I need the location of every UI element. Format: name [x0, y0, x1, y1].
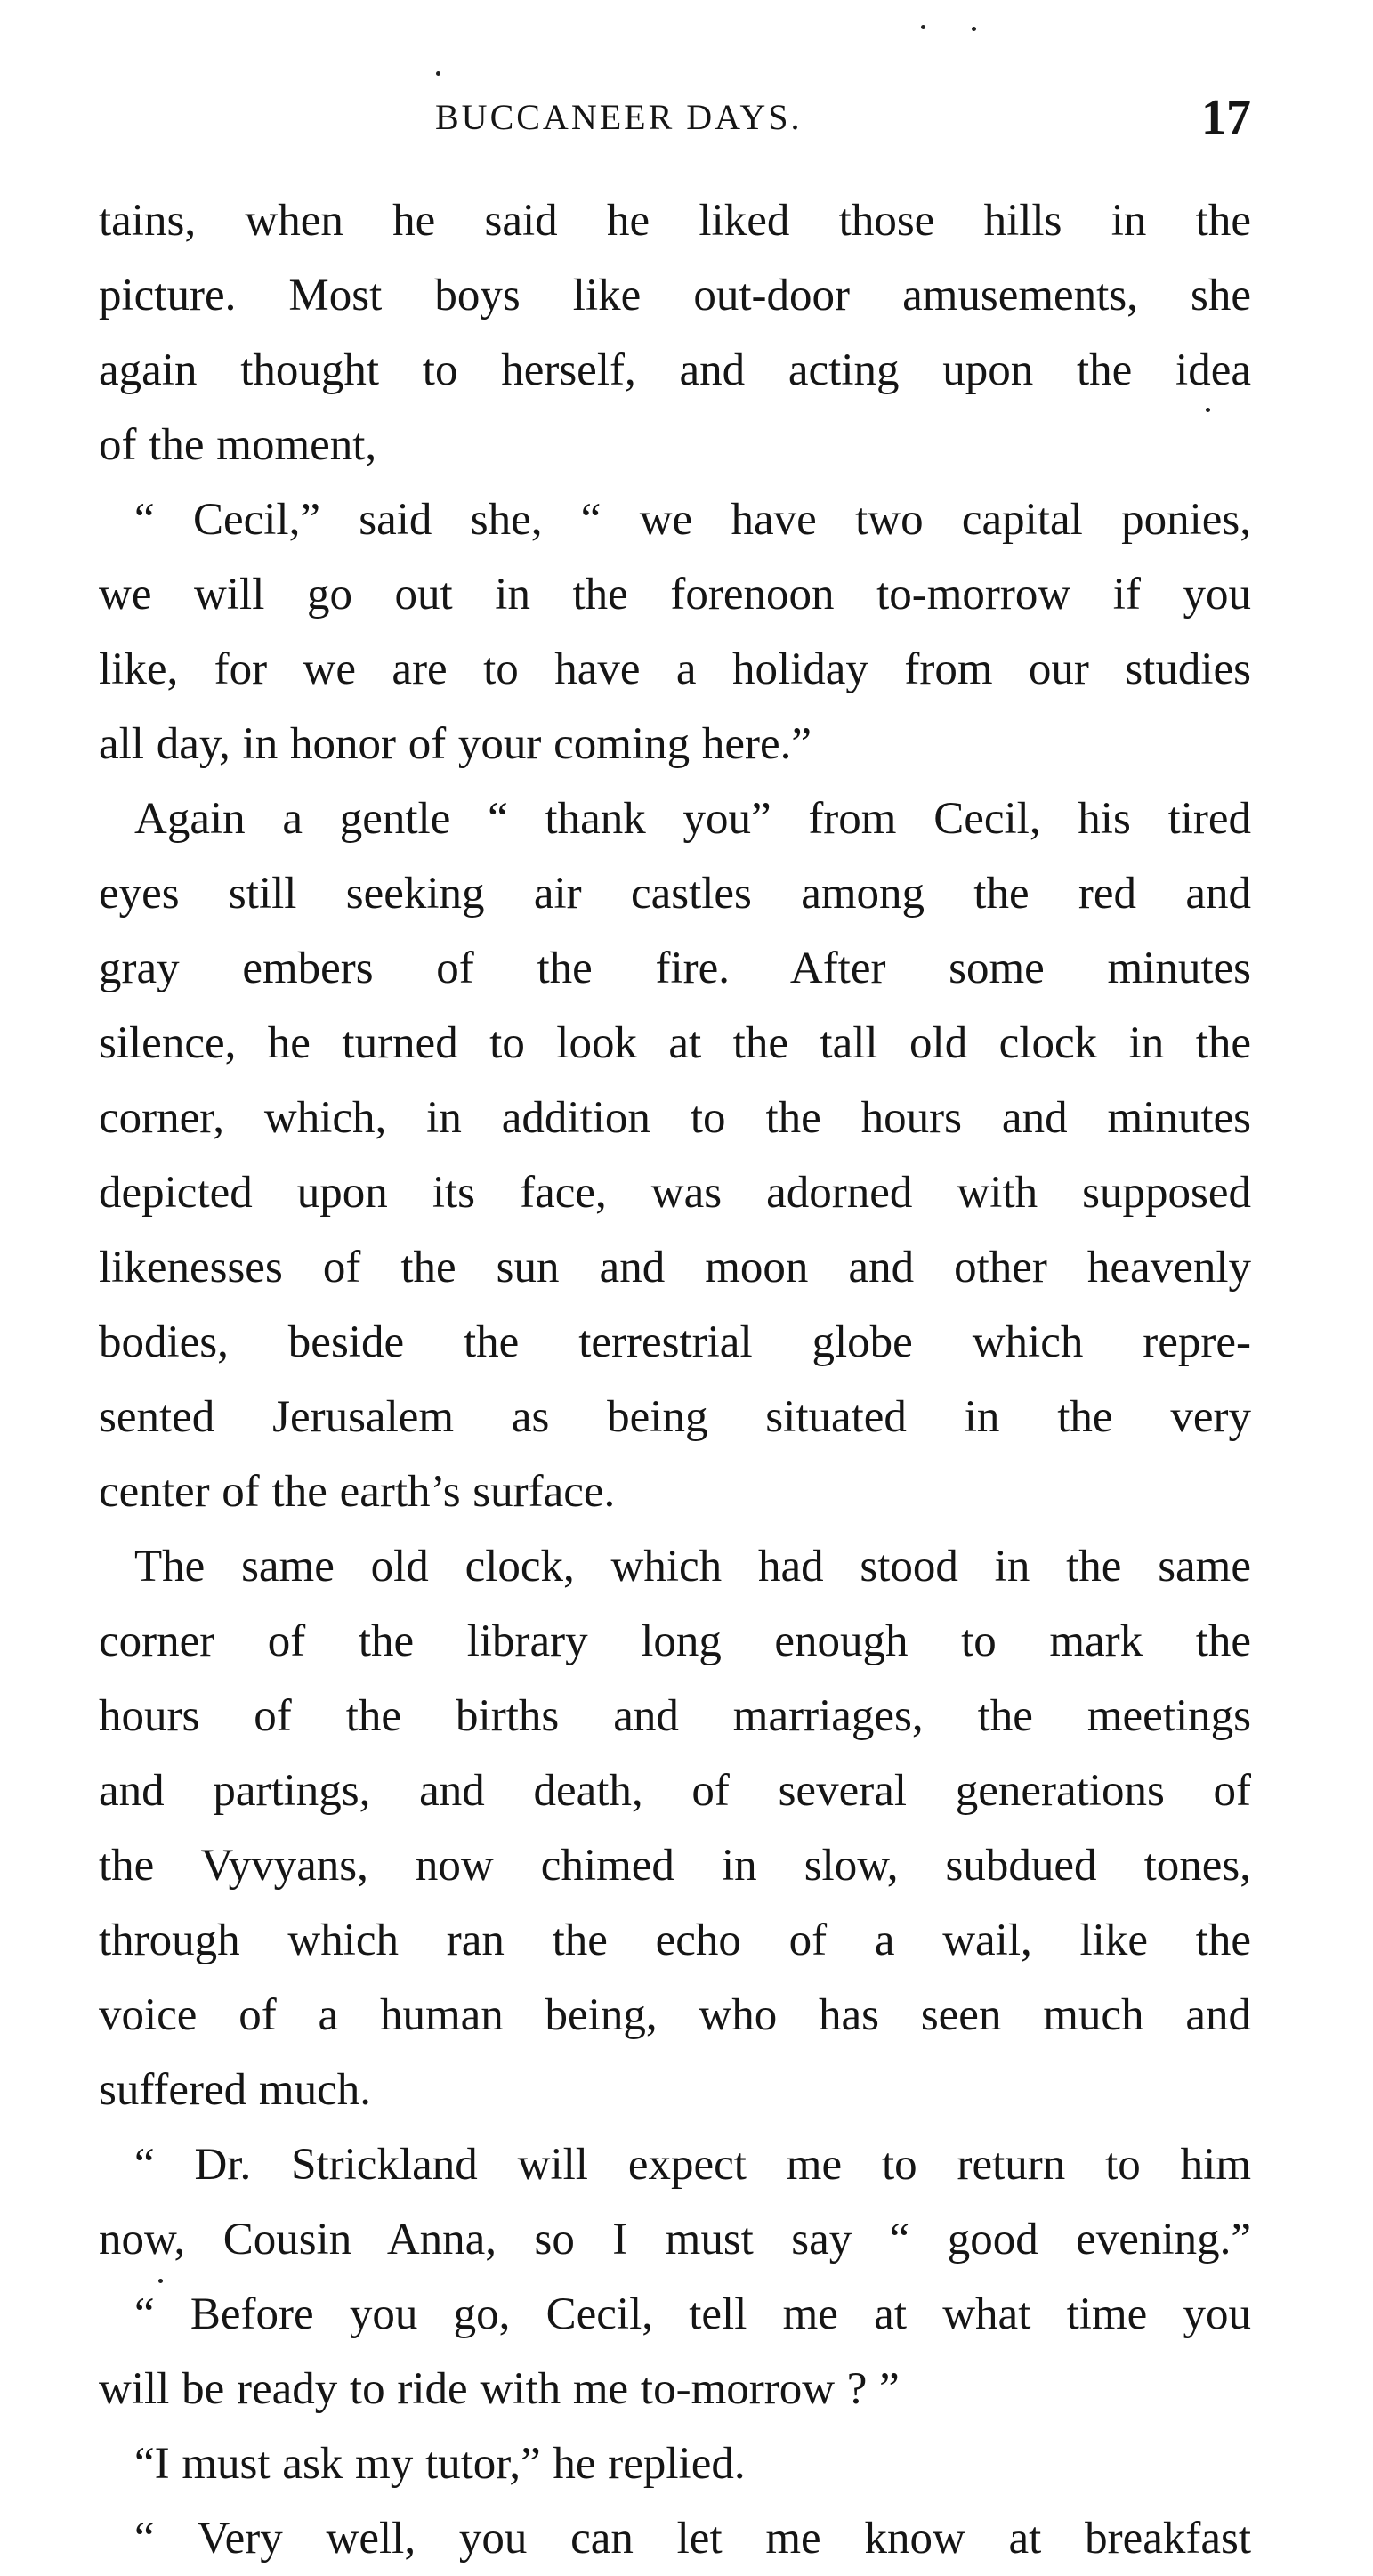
text-line: again thought to herself, and acting upon the idea	[99, 345, 1251, 395]
text-line: voice of a human being, who has seen much and	[99, 1990, 1251, 2040]
running-title: BUCCANEER DAYS.	[435, 97, 803, 137]
text-line: corner of the library long enough to mark the	[99, 1616, 1251, 1666]
text-line: corner, which, in addition to the hours and minutes	[99, 1093, 1251, 1143]
text-line: sented Jerusalem as being situated in the very	[99, 1392, 1251, 1442]
text-line: The same old clock, which had stood in the same	[134, 1542, 1251, 1592]
text-line: eyes still seeking air castles among the red and	[99, 869, 1251, 919]
text-line: through which ran the echo of a wail, like the	[99, 1916, 1251, 1965]
text-line: and partings, and death, of several generations of	[99, 1766, 1251, 1816]
page-number: 17	[1201, 90, 1251, 145]
text-line: likenesses of the sun and moon and other heavenly	[99, 1243, 1251, 1292]
scan-speck	[972, 27, 976, 31]
text-line: “ Before you go, Cecil, tell me at what time you	[134, 2289, 1251, 2339]
text-line: we will go out in the forenoon to-morrow if you	[99, 570, 1251, 620]
text-line: hours of the births and marriages, the meetings	[99, 1691, 1251, 1741]
text-line: suffered much.	[99, 2065, 371, 2115]
text-line: depicted upon its face, was adorned with supposed	[99, 1168, 1251, 1218]
text-line: tains, when he said he liked those hills in the	[99, 196, 1251, 246]
text-line: bodies, beside the terrestrial globe which repre-	[99, 1317, 1251, 1367]
text-line: gray embers of the fire. After some minutes	[99, 944, 1251, 993]
text-line: of the moment,	[99, 420, 377, 470]
text-line: now, Cousin Anna, so I must say “ good evening.”	[99, 2215, 1251, 2264]
text-line: all day, in honor of your coming here.”	[99, 719, 812, 769]
text-line: like, for we are to have a holiday from our studies	[99, 644, 1251, 694]
scan-speck	[158, 2279, 163, 2283]
running-header	[99, 89, 1251, 151]
text-line: center of the earth’s surface.	[99, 1467, 616, 1517]
text-line: will be ready to ride with me to-morrow ? ”	[99, 2364, 900, 2414]
scan-speck	[1206, 408, 1210, 412]
text-line: Again a gentle “ thank you” from Cecil, his tired	[134, 794, 1251, 844]
body-text	[99, 183, 1251, 2576]
text-line: “ Very well, you can let me know at breakfast	[134, 2514, 1251, 2564]
text-line: the Vyvyans, now chimed in slow, subdued tones,	[99, 1841, 1251, 1891]
scan-speck	[436, 71, 440, 76]
text-line: picture. Most boys like out-door amusements, she	[99, 271, 1251, 320]
text-line: “ Cecil,” said she, “ we have two capital ponies,	[134, 495, 1251, 545]
scan-speck	[921, 25, 925, 29]
text-line: “ Dr. Strickland will expect me to return to him	[134, 2140, 1251, 2190]
text-line: silence, he turned to look at the tall old clock in the	[99, 1018, 1251, 1068]
text-line: “I must ask my tutor,” he replied.	[134, 2439, 746, 2489]
